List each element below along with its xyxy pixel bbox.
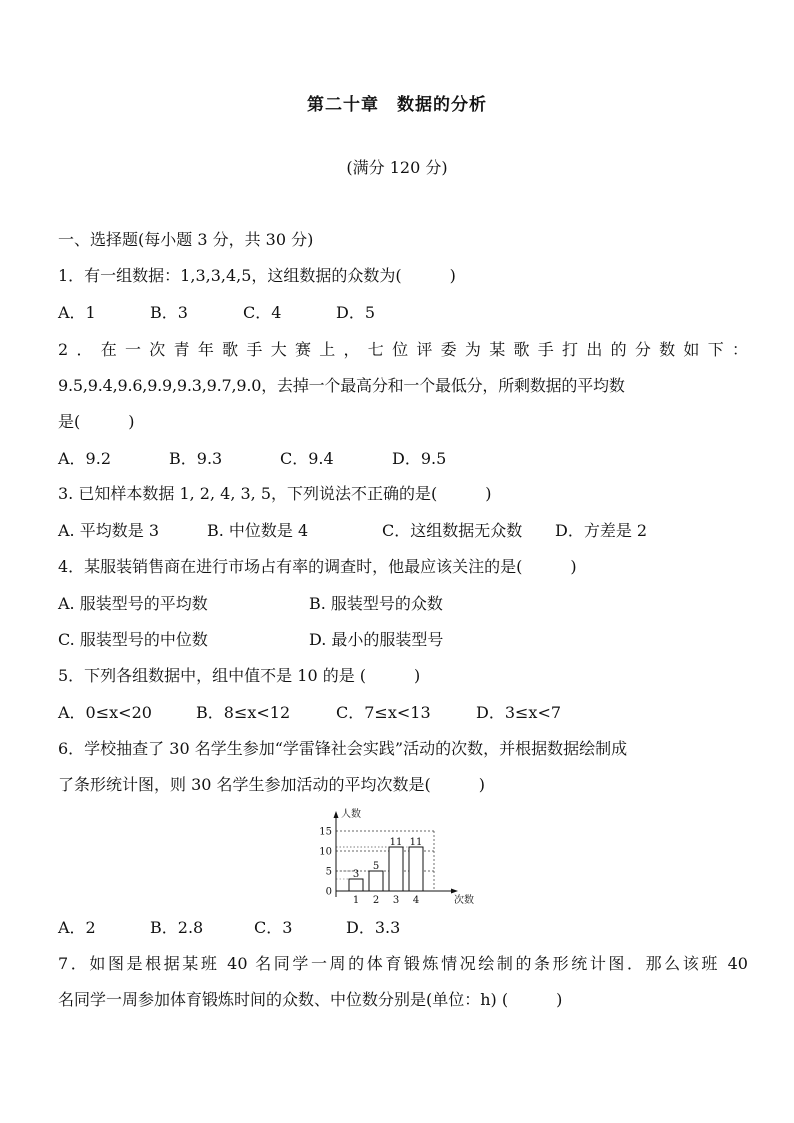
bar-data-label: 11: [389, 837, 403, 848]
q3-option-c: C．这组数据无众数: [382, 521, 523, 540]
question-6-line-2: 了条形统计图，则 30 名学生参加活动的平均次数是( ): [58, 775, 486, 794]
x-axis-arrow: [451, 889, 458, 894]
q1-option-a: A．1: [58, 303, 96, 322]
question-1-stem: 1．有一组数据：1,3,3,4,5，这组数据的众数为( ): [58, 266, 456, 285]
question-2-line-1: 2．在一次青年歌手大赛上，七位评委为某歌手打出的分数如下：: [58, 340, 748, 359]
q3-option-d: D．方差是 2: [555, 521, 648, 540]
q5-option-d: D．3≤x<7: [476, 703, 562, 722]
q5-option-b: B．8≤x<12: [196, 703, 291, 722]
x-tick-label: 2: [372, 895, 380, 905]
page-subtitle: (满分 120 分): [346, 158, 448, 177]
bar: [349, 879, 363, 891]
q2-option-a: A．9.2: [58, 449, 112, 468]
q2-option-d: D．9.5: [392, 449, 447, 468]
q2-option-c: C．9.4: [280, 449, 334, 468]
y-tick-label: 5: [325, 866, 332, 878]
q6-option-c: C．3: [254, 918, 293, 937]
q6-option-a: A．2: [58, 918, 96, 937]
q3-option-b: B. 中位数是 4: [207, 521, 309, 540]
y-axis-label: 人数: [341, 809, 361, 820]
q5-option-a: A．0≤x<20: [58, 703, 152, 722]
q5-option-c: C．7≤x<13: [336, 703, 431, 722]
q4-option-a: A. 服装型号的平均数: [58, 594, 208, 613]
q1-option-d: D．5: [336, 303, 376, 322]
question-6-line-1: 6．学校抽查了 30 名学生参加“学雷锋社会实践”活动的次数，并根据数据绘制成: [58, 739, 628, 758]
x-tick-label: 3: [392, 895, 400, 905]
q6-option-b: B．2.8: [150, 918, 204, 937]
question-7-line-2: 名同学一周参加体育锻炼时间的众数、中位数分别是(单位：h) ( ): [58, 990, 563, 1009]
q6-option-d: D．3.3: [346, 918, 401, 937]
bar: [389, 847, 403, 891]
q4-option-d: D. 最小的服装型号: [309, 630, 444, 649]
y-axis-arrow: [334, 811, 339, 818]
q2-option-b: B．9.3: [169, 449, 223, 468]
bar-data-label: 5: [372, 861, 380, 872]
question-2-line-2: 9.5,9.4,9.6,9.9,9.3,9.7,9.0，去掉一个最高分和一个最低分，所剩数据的平均数: [58, 376, 625, 395]
page-title: 第二十章 数据的分析: [307, 95, 487, 115]
q3-option-a: A. 平均数是 3: [58, 521, 159, 540]
bar: [369, 871, 383, 891]
bar: [409, 847, 423, 891]
bar-chart-svg: [310, 805, 480, 905]
y-tick-label: 0: [325, 886, 332, 898]
bar-data-label: 3: [352, 869, 360, 880]
question-5-stem: 5．下列各组数据中，组中值不是 10 的是 ( ): [58, 666, 421, 685]
bar-chart: [310, 805, 480, 905]
x-tick-label: 1: [352, 895, 360, 905]
question-4-stem: 4．某服装销售商在进行市场占有率的调查时，他最应该关注的是( ): [58, 557, 577, 576]
y-tick-label: 10: [319, 846, 332, 858]
y-tick-label: 15: [319, 826, 332, 838]
q1-option-b: B．3: [150, 303, 188, 322]
bar-data-label: 11: [409, 837, 423, 848]
q1-option-c: C．4: [243, 303, 282, 322]
x-axis-label: 次数: [454, 895, 474, 905]
q4-option-b: B. 服装型号的众数: [309, 594, 443, 613]
x-tick-label: 4: [412, 895, 420, 905]
question-7-line-1: 7．如图是根据某班 40 名同学一周的体育锻炼情况绘制的条形统计图．那么该班 40: [58, 954, 748, 973]
question-3-stem: 3. 已知样本数据 1, 2, 4, 3, 5，下列说法不正确的是( ): [58, 484, 492, 503]
q4-option-c: C. 服装型号的中位数: [58, 630, 208, 649]
question-2-line-3: 是( ): [58, 412, 135, 431]
section-heading: 一、选择题(每小题 3 分，共 30 分): [58, 230, 314, 249]
